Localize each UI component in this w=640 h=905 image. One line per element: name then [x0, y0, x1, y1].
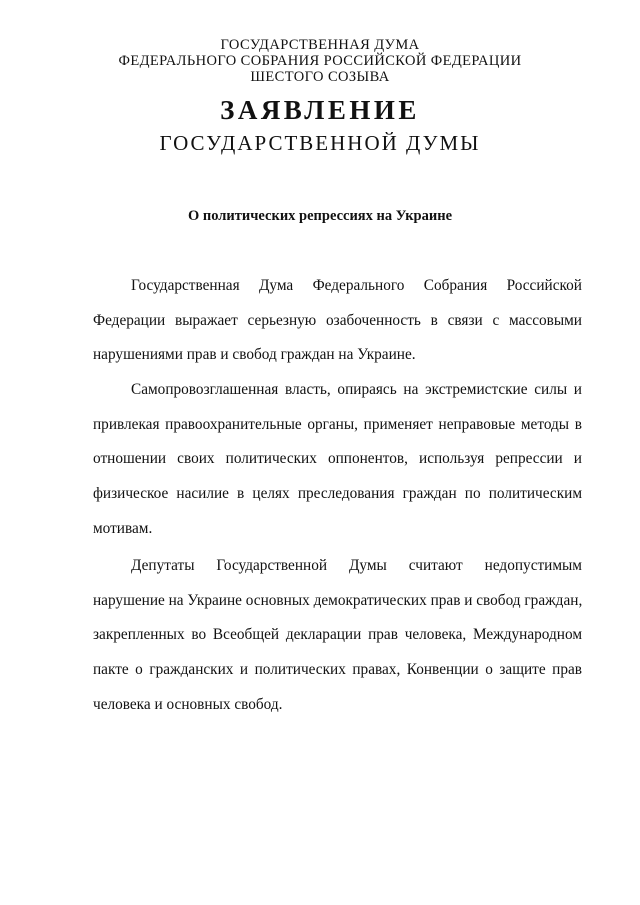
paragraph-line: мотивам. [93, 519, 153, 537]
paragraph-line: закрепленных во Всеобщей декларации прав человека, Международном [93, 626, 582, 644]
paragraph-line: нарушение на Украине основных демократических прав и свобод граждан, [93, 591, 583, 609]
paragraph-line: Государственная Дума Федерального Собрания Российской [131, 277, 582, 294]
document-topic: О политических репрессиях на Украине [187, 208, 453, 224]
header-line-convocation: ШЕСТОГО СОЗЫВА [250, 69, 390, 85]
document-title: ЗАЯВЛЕНИЕ [220, 95, 420, 125]
paragraph-1 [93, 269, 582, 373]
header-line-duma: ГОСУДАРСТВЕННАЯ ДУМА [220, 37, 420, 53]
paragraph-line: пакте о гражданских и политических правах, Конвенции о защите прав [93, 661, 582, 679]
paragraph-line: привлекая правоохранительные органы, применяет неправовые методы в [93, 415, 582, 433]
paragraph-line: человека и основных свобод. [93, 695, 283, 713]
paragraph-line: нарушениями прав и свобод граждан на Украине. [93, 346, 416, 364]
header-line-federal-assembly: ФЕДЕРАЛЬНОГО СОБРАНИЯ РОССИЙСКОЙ ФЕДЕРАЦИИ [118, 53, 522, 69]
paragraph-line: Самопровозглашенная власть, опираясь на экстремистские силы и [131, 381, 582, 398]
paragraph-line: отношении своих политических оппонентов, используя репрессии и [93, 450, 582, 468]
document-subtitle: ГОСУДАРСТВЕННОЙ ДУМЫ [159, 131, 481, 155]
paragraph-line: физическое насилие в целях преследования граждан по политическим [93, 485, 582, 503]
paragraph-line: Депутаты Государственной Думы считают недопустимым [131, 557, 582, 574]
paragraph-3 [93, 549, 582, 723]
paragraph-line: Федерации выражает серьезную озабоченность в связи с массовыми [93, 311, 582, 329]
paragraph-2 [93, 373, 582, 547]
